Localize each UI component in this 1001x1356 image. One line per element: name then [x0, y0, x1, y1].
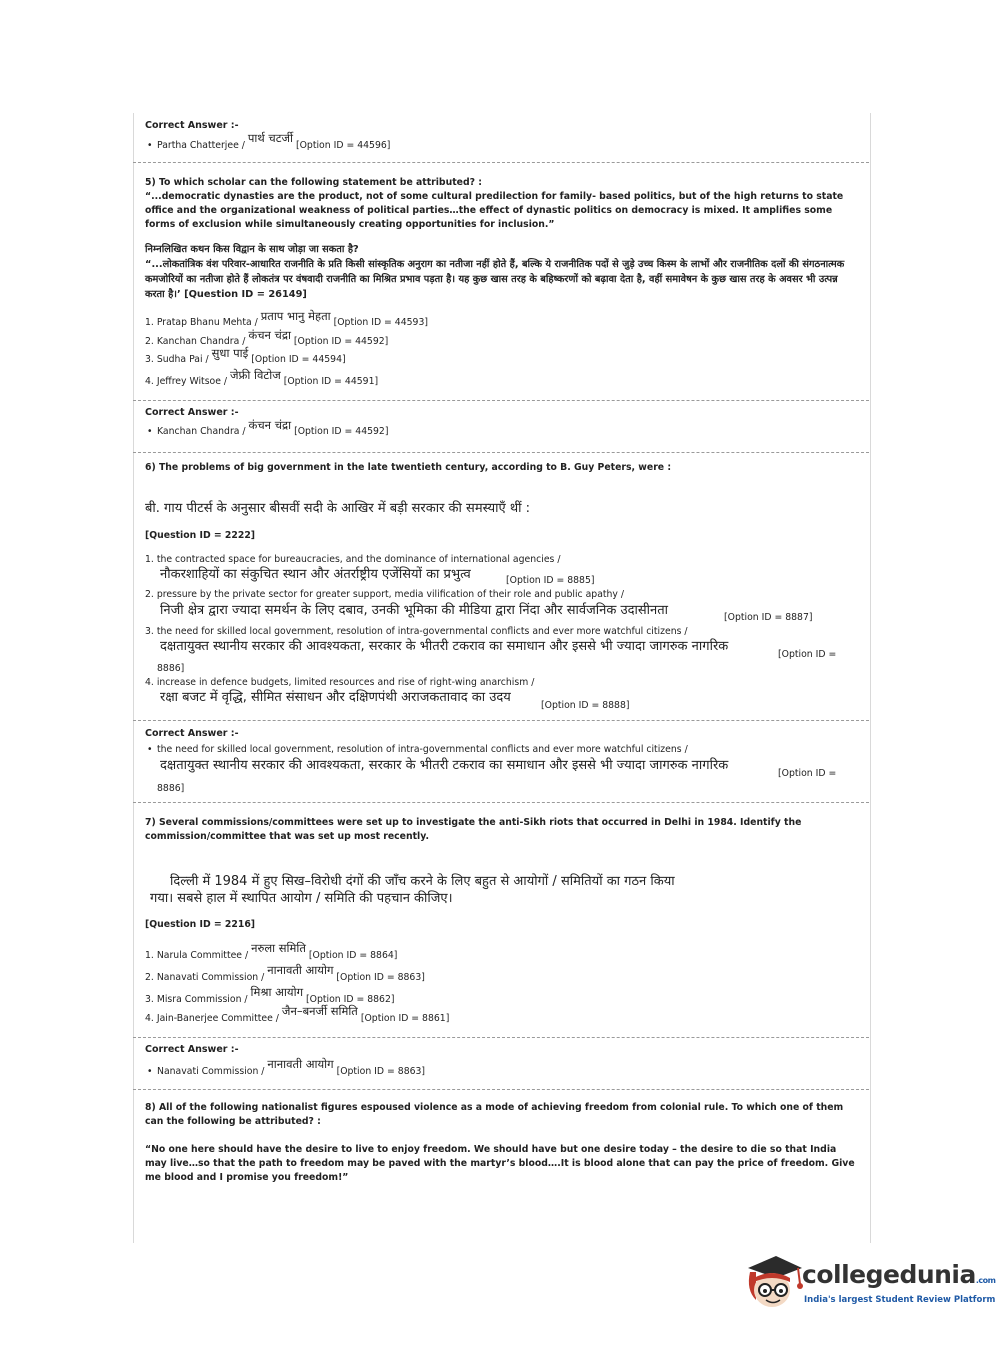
mascot-icon: [742, 1250, 804, 1312]
q6-option-4-hi: रक्षा बजट में वृद्धि, सीमित संसाधन और दक्षिणपंथी अराजकतावाद का उदय: [160, 690, 511, 705]
q6-correct-answer: • the need for skilled local government, resolution of intra-governmental conflicts and ever more watchful citizens /: [147, 744, 688, 755]
bullet-icon: •: [147, 744, 153, 755]
q4-correct-answer: [147, 131, 391, 152]
q6-option-2-hi: निजी क्षेत्र द्वारा ज्यादा समर्थन के लिए दबाव, उनकी भूमिका की मीडिया द्वारा निंदा और सार्वजनिक उदासीनता: [160, 603, 669, 618]
q5-option-3[interactable]: 3. Sudha Pai / सुधा पाई [Option ID = 44594]: [145, 346, 346, 365]
question-7-head-hi-1: दिल्ली में 1984 में हुए सिख–विरोधी दंगों की जाँच करने के लिए बहुत से आयोगों / समितियों का गठन किया: [170, 874, 675, 889]
question-7: [133, 816, 869, 844]
question-8-quote: “No one here should have the desire to live to enjoy freedom. We should have but one desire today – the desire to die so that India may live…so that the path to freedom may be paved with the martyr’s blood….It is blood alone that can pay the price of freedom. Give me blood and I promise you freedom!”: [145, 1144, 855, 1183]
q6-option-1[interactable]: 1. the contracted space for bureaucracies, and the dominance of international agencies /: [145, 554, 561, 565]
question-id: [Question ID = 2222]: [145, 530, 256, 541]
question-7-head-hi-2: गया। सबसे हाल में स्थापित आयोग / समिति की पहचान कीजिए।: [150, 891, 453, 906]
question-6-head-hi: बी. गाय पीटर्स के अनुसार बीसवीं सदी के आखिर में बड़ी सरकार की समस्याएँ थीं :: [145, 501, 531, 516]
collegedunia-logo: [742, 1250, 996, 1312]
option-id: [Option ID = 8887]: [724, 612, 813, 623]
divider: [133, 1037, 869, 1038]
q7-option-2[interactable]: 2. Nanavati Commission / नानावती आयोग [Option ID = 8863]: [145, 963, 425, 983]
question-8-head: 8) All of the following nationalist figures espoused violence as a mode of achieving freedom from colonial rule. To which one of them can the following be attributed? :: [145, 1102, 844, 1127]
divider: [133, 162, 869, 163]
logo-wordmark: collegedunia.com: [802, 1260, 996, 1289]
q5-option-1[interactable]: 1. Pratap Bhanu Mehta / प्रताप भानु मेहता [Option ID = 44593]: [145, 309, 429, 328]
option-id: [Option ID = 8885]: [506, 575, 595, 586]
correct-answer-label: Correct Answer :-: [145, 1044, 239, 1055]
option-id-cont: 8886]: [157, 783, 185, 794]
correct-answer-label: Correct Answer :-: [145, 407, 239, 418]
q5-correct-answer: • Kanchan Chandra / कंचन चंद्रा [Option ID = 44592]: [147, 418, 389, 437]
bullet-icon: •: [147, 1066, 153, 1077]
question-5-quote-en: “...democratic dynasties are the product, not of some cultural predilection for family- based politics, but of the high returns to state office and the organizational weakness of political parties…the effect of dynastic politics on democracy is mixed. It amplifies some forms of exclusion while simultaneously creating opportunities for inclusion.”: [145, 191, 844, 230]
option-id-cont: 8886]: [157, 663, 185, 674]
q7-option-3[interactable]: 3. Misra Commission / मिश्रा आयोग [Option ID = 8862]: [145, 985, 395, 1005]
q6-option-4[interactable]: 4. increase in defence budgets, limited resources and rise of right-wing anarchism /: [145, 677, 535, 688]
divider: [133, 452, 869, 453]
q5-option-2[interactable]: 2. Kanchan Chandra / कंचन चंद्रा [Option ID = 44592]: [145, 328, 389, 347]
divider: [133, 400, 869, 401]
question-5-quote-hi: “...लोकतांत्रिक वंश परिवार-आधारित राजनीति के प्रति किसी सांस्कृतिक अनुराग का नतीजा नहीं होते हैं, बल्कि ये राजनीतिक पदों से जुड़े उच्च किस्म के लाभों और राजनीतिक दलों की संगठनात्मक कमजोरियों का नतीजा होते हैं लोकतंत्र पर वंषवादी राजनीति का मिश्रित प्रभाव पड़ता है। यह कुछ खास तरह के बहिष्करणों को बढ़ावा देता है, वहीं समावेषन के कुछ खास तरह के अवसर भी उत्पन्न करता है।’ [Question ID = 26149]: [145, 259, 845, 300]
question-id: [Question ID = 2216]: [145, 919, 256, 930]
bullet-icon: •: [147, 426, 153, 437]
correct-answer-label: Correct Answer :-: [145, 728, 239, 739]
divider: [133, 720, 869, 721]
q6-option-2[interactable]: 2. pressure by the private sector for greater support, media vilification of their role and public apathy /: [145, 589, 625, 600]
bullet-icon: •: [147, 140, 153, 151]
q7-option-1[interactable]: 1. Narula Committee / नरुला समिति [Option ID = 8864]: [145, 941, 398, 961]
q6-option-1-hi: नौकरशाहियों का संकुचित स्थान और अंतर्राष्ट्रीय एजेंसियों का प्रभुत्व: [160, 567, 471, 582]
correct-answer-label: Correct Answer :-: [145, 120, 239, 131]
answer-en: Partha Chatterjee /: [157, 140, 245, 151]
q6-answer-hi: दक्षतायुक्त स्थानीय सरकार की आवश्यकता, सरकार के भीतरी टकराव का समाधान और इससे भी ज्यादा जागरुक नागरिक: [160, 758, 729, 773]
divider: [133, 1089, 869, 1090]
q7-correct-answer: • Nanavati Commission / नानावती आयोग [Option ID = 8863]: [147, 1057, 426, 1077]
q5-option-4[interactable]: 4. Jeffrey Witsoe / जेफ्री विटोज [Option ID = 44591]: [145, 368, 379, 387]
q6-option-3[interactable]: 3. the need for skilled local government, resolution of intra-governmental conflicts and ever more watchful citizens /: [145, 626, 688, 637]
answer-hi: पार्थ चटर्जी: [247, 131, 294, 145]
q7-option-4[interactable]: 4. Jain-Banerjee Committee / जैन–बनर्जी समिति [Option ID = 8861]: [145, 1004, 450, 1024]
question-5: [133, 176, 869, 302]
question-5-head: 5) To which scholar can the following statement be attributed? :: [145, 177, 482, 188]
option-id: [Option ID =: [778, 768, 837, 779]
divider: [133, 802, 869, 803]
option-id: [Option ID =: [778, 649, 837, 660]
question-8: [133, 1101, 869, 1185]
question-5-head-hi: निम्नलिखित कथन किस विद्वान के साथ जोड़ा जा सकता है?: [145, 244, 359, 255]
question-6-head: 6) The problems of big government in the late twentieth century, according to B. Guy Peters, were :: [145, 462, 672, 473]
question-7-head: 7) Several commissions/committees were set up to investigate the anti-Sikh riots that occurred in Delhi in 1984. Identify the commission/committee that was set up most recently.: [145, 817, 802, 842]
question-id: [Question ID = 26149]: [184, 289, 307, 300]
option-id: [Option ID = 44596]: [295, 140, 391, 151]
option-id: [Option ID = 8888]: [541, 700, 630, 711]
logo-tagline: India's largest Student Review Platform: [804, 1295, 996, 1305]
q6-option-3-hi: दक्षतायुक्त स्थानीय सरकार की आवश्यकता, सरकार के भीतरी टकराव का समाधान और इससे भी ज्यादा जागरुक नागरिक: [160, 639, 729, 654]
